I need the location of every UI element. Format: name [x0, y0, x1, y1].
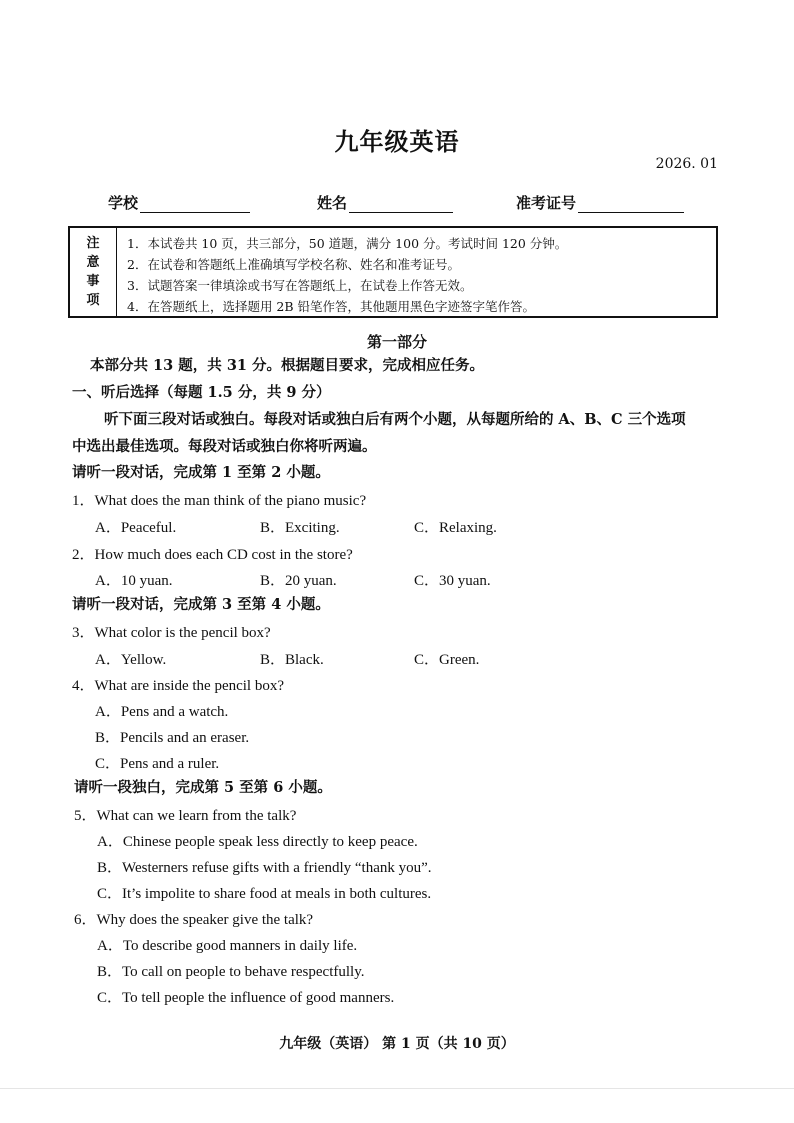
listening-prompt: 请听一段对话，完成第 3 至第 4 小题。 [72, 596, 330, 613]
exam-date: 2026. 01 [655, 156, 718, 172]
option-c[interactable]: C．Pens and a ruler. [95, 756, 220, 772]
notice-item: 2．在试卷和答题纸上准确填写学校名称、姓名和准考证号。 [127, 257, 460, 272]
option-b[interactable]: B．To call on people to behave respectfully. [97, 964, 365, 980]
option-a[interactable]: A．Pens and a watch. [95, 704, 229, 720]
school-field[interactable] [108, 192, 250, 213]
option-c[interactable]: C．Green. [414, 652, 480, 668]
school-blank[interactable] [140, 196, 250, 213]
directions-line-1: 听下面三段对话或独白。每段对话或独白后有两个小题，从每题所给的 A、B、C 三个选项 [104, 411, 686, 428]
bottom-divider [0, 1088, 794, 1089]
question-stem: 3．What color is the pencil box? [72, 625, 271, 641]
option-c[interactable]: C．30 yuan. [414, 573, 491, 589]
question-stem: 4．What are inside the pencil box? [72, 678, 285, 694]
exam-id-label: 准考证号 [516, 194, 577, 212]
directions-line-2: 中选出最佳选项。每段对话或独白你将听两遍。 [72, 438, 377, 455]
option-c[interactable]: C．It’s impolite to share food at meals in both cultures. [97, 886, 432, 902]
option-b[interactable]: B．Westerners refuse gifts with a friendly “thank you”. [97, 860, 432, 876]
option-b[interactable]: B．Black. [260, 652, 324, 668]
question-stem: 2．How much does each CD cost in the store? [72, 547, 353, 563]
notice-label: 注 意 事 项 [70, 228, 117, 316]
section-heading: 一、听后选择（每题 1.5 分，共 9 分） [72, 384, 331, 401]
notice-item: 1．本试卷共 10 页，共三部分，50 道题，满分 100 分。考试时间 120 分钟。 [127, 236, 568, 251]
option-c[interactable]: C．Relaxing. [414, 520, 497, 536]
notice-items [117, 228, 716, 316]
notice-item: 3．试题答案一律填涂或书写在答题纸上，在试卷上作答无效。 [127, 278, 473, 293]
option-a[interactable]: A．10 yuan. [95, 573, 173, 589]
question-stem: 5．What can we learn from the talk? [74, 808, 297, 824]
school-label: 学校 [108, 194, 139, 212]
notice-box [68, 226, 718, 318]
listening-prompt: 请听一段对话，完成第 1 至第 2 小题。 [72, 464, 330, 481]
question-stem: 6．Why does the speaker give the talk? [74, 912, 314, 928]
exam-id-blank[interactable] [578, 196, 684, 213]
page-footer: 九年级（英语） 第 1 页（共 10 页） [279, 1036, 515, 1052]
part-intro: 本部分共 13 题，共 31 分。根据题目要求，完成相应任务。 [90, 357, 485, 374]
question-stem: 1．What does the man think of the piano music? [72, 493, 367, 509]
option-b[interactable]: B．Pencils and an eraser. [95, 730, 250, 746]
option-c[interactable]: C．To tell people the influence of good manners. [97, 990, 395, 1006]
part-title: 第一部分 [366, 333, 427, 351]
option-a[interactable]: A．Chinese people speak less directly to keep peace. [97, 834, 418, 850]
page-title: 九年级英语 [334, 127, 460, 156]
name-label: 姓名 [317, 194, 348, 212]
option-b[interactable]: B．Exciting. [260, 520, 340, 536]
option-a[interactable]: A．Yellow. [95, 652, 167, 668]
name-blank[interactable] [349, 196, 453, 213]
notice-item: 4．在答题纸上，选择题用 2B 铅笔作答，其他题用黑色字迹签字笔作答。 [127, 299, 536, 314]
exam-id-field[interactable] [516, 192, 684, 213]
listening-prompt: 请听一段独白，完成第 5 至第 6 小题。 [74, 779, 332, 796]
name-field[interactable] [317, 192, 453, 213]
option-a[interactable]: A．To describe good manners in daily life. [97, 938, 358, 954]
option-b[interactable]: B．20 yuan. [260, 573, 337, 589]
option-a[interactable]: A．Peaceful. [95, 520, 177, 536]
